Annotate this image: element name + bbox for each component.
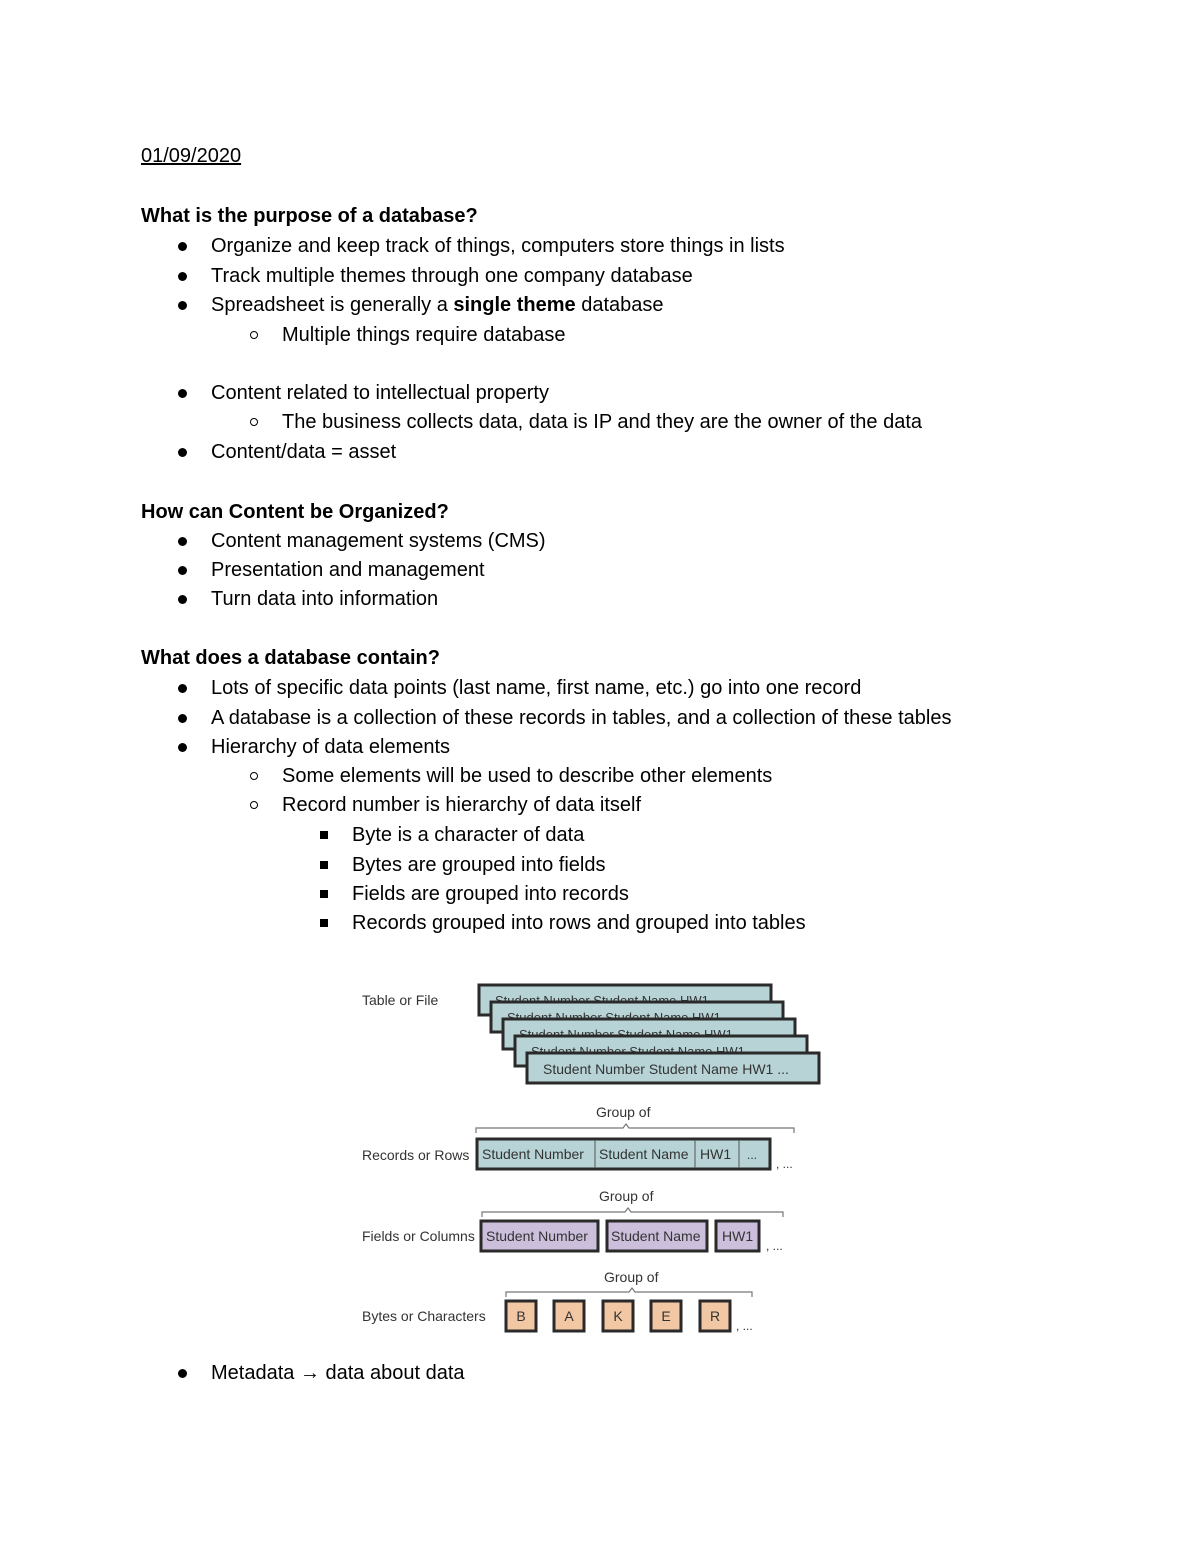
- bullet-icon: [178, 537, 187, 546]
- list-item: The business collects data, data is IP and they are the owner of the data: [282, 411, 923, 433]
- list-item: Presentation and management: [211, 559, 485, 581]
- label-table-or-file: Table or File: [362, 992, 439, 1008]
- byte-cell: K: [613, 1308, 623, 1324]
- label-fields-or-columns: Fields or Columns: [362, 1228, 475, 1244]
- record-row: [477, 1139, 770, 1169]
- circle-bullet-icon: [250, 418, 258, 426]
- list-item: Lots of specific data points (last name, first name, etc.) go into one record: [211, 677, 862, 699]
- bullet-icon: [178, 389, 187, 398]
- label-bytes-or-characters: Bytes or Characters: [362, 1308, 486, 1324]
- circle-bullet-icon: [250, 331, 258, 339]
- bullet-icon: [178, 301, 187, 310]
- record-cell: Student Name: [599, 1146, 689, 1162]
- data-hierarchy-diagram: [355, 975, 835, 1340]
- byte-cell: R: [709, 1308, 721, 1324]
- label-group-of: Group of: [599, 1188, 654, 1204]
- heading-purpose: What is the purpose of a database?: [141, 205, 478, 227]
- list-item: Records grouped into rows and grouped into tables: [352, 912, 806, 934]
- group-brace: [482, 1208, 783, 1217]
- group-brace: [476, 1124, 794, 1133]
- record-cell: HW1: [700, 1146, 732, 1162]
- field-cell: HW1: [722, 1228, 754, 1244]
- label-records-or-rows: Records or Rows: [362, 1147, 470, 1163]
- circle-bullet-icon: [250, 801, 258, 809]
- circle-bullet-icon: [250, 772, 258, 780]
- table-stack: [479, 985, 819, 1083]
- bullet-icon: [178, 595, 187, 604]
- square-bullet-icon: [320, 831, 328, 839]
- byte-cell: A: [564, 1308, 574, 1324]
- bullet-icon: [178, 566, 187, 575]
- bullet-icon: [178, 272, 187, 281]
- list-item: Byte is a character of data: [352, 824, 585, 846]
- group-brace: [506, 1288, 752, 1297]
- bullet-icon: [178, 743, 187, 752]
- list-item: Multiple things require database: [282, 324, 566, 346]
- list-item-text: database: [575, 294, 664, 316]
- heading-organized: How can Content be Organized?: [141, 501, 449, 523]
- list-item: Track multiple themes through one company database: [211, 265, 693, 287]
- field-cell: Student Name: [611, 1228, 701, 1244]
- bullet-icon: [178, 684, 187, 693]
- byte-cells: [506, 1301, 730, 1331]
- list-item: Metadata → data about data: [211, 1362, 465, 1384]
- bullet-icon: [178, 242, 187, 251]
- list-item: Content management systems (CMS): [211, 530, 546, 552]
- bullet-icon: [178, 1369, 187, 1378]
- field-cell: Student Number: [486, 1228, 588, 1244]
- byte-cell: B: [516, 1308, 526, 1324]
- bullet-icon: [178, 448, 187, 457]
- field-cells: [481, 1221, 759, 1251]
- list-item: Organize and keep track of things, computers store things in lists: [211, 235, 785, 257]
- list-item: Hierarchy of data elements: [211, 736, 451, 758]
- list-item: Some elements will be used to describe other elements: [282, 765, 773, 787]
- list-item: Content/data = asset: [211, 441, 397, 463]
- list-item: Bytes are grouped into fields: [352, 854, 606, 876]
- list-item-text: Spreadsheet is generally a: [211, 294, 454, 316]
- list-item: Record number is hierarchy of data itself: [282, 794, 642, 816]
- list-item: Fields are grouped into records: [352, 883, 629, 905]
- list-item: Content related to intellectual property: [211, 382, 549, 404]
- square-bullet-icon: [320, 919, 328, 927]
- label-group-of: Group of: [604, 1269, 659, 1285]
- list-item: [211, 293, 664, 317]
- bullet-icon: [178, 714, 187, 723]
- label-group-of: Group of: [596, 1104, 651, 1120]
- list-item: Turn data into information: [211, 588, 439, 610]
- record-cell: ...: [747, 1148, 758, 1162]
- square-bullet-icon: [320, 890, 328, 898]
- document-date: 01/09/2020: [141, 145, 242, 167]
- ellipsis-text: , ...: [776, 1157, 793, 1171]
- record-cell: Student Number: [482, 1146, 584, 1162]
- square-bullet-icon: [320, 861, 328, 869]
- heading-contain: What does a database contain?: [141, 647, 440, 669]
- ellipsis-text: , ...: [766, 1239, 783, 1253]
- stack-card-text: Student Number Student Name HW1 ...: [543, 1061, 789, 1077]
- emphasis-text: single theme: [453, 294, 576, 316]
- byte-cell: E: [661, 1308, 671, 1324]
- ellipsis-text: , ...: [736, 1319, 753, 1333]
- list-item: A database is a collection of these records in tables, and a collection of these tables: [211, 707, 952, 729]
